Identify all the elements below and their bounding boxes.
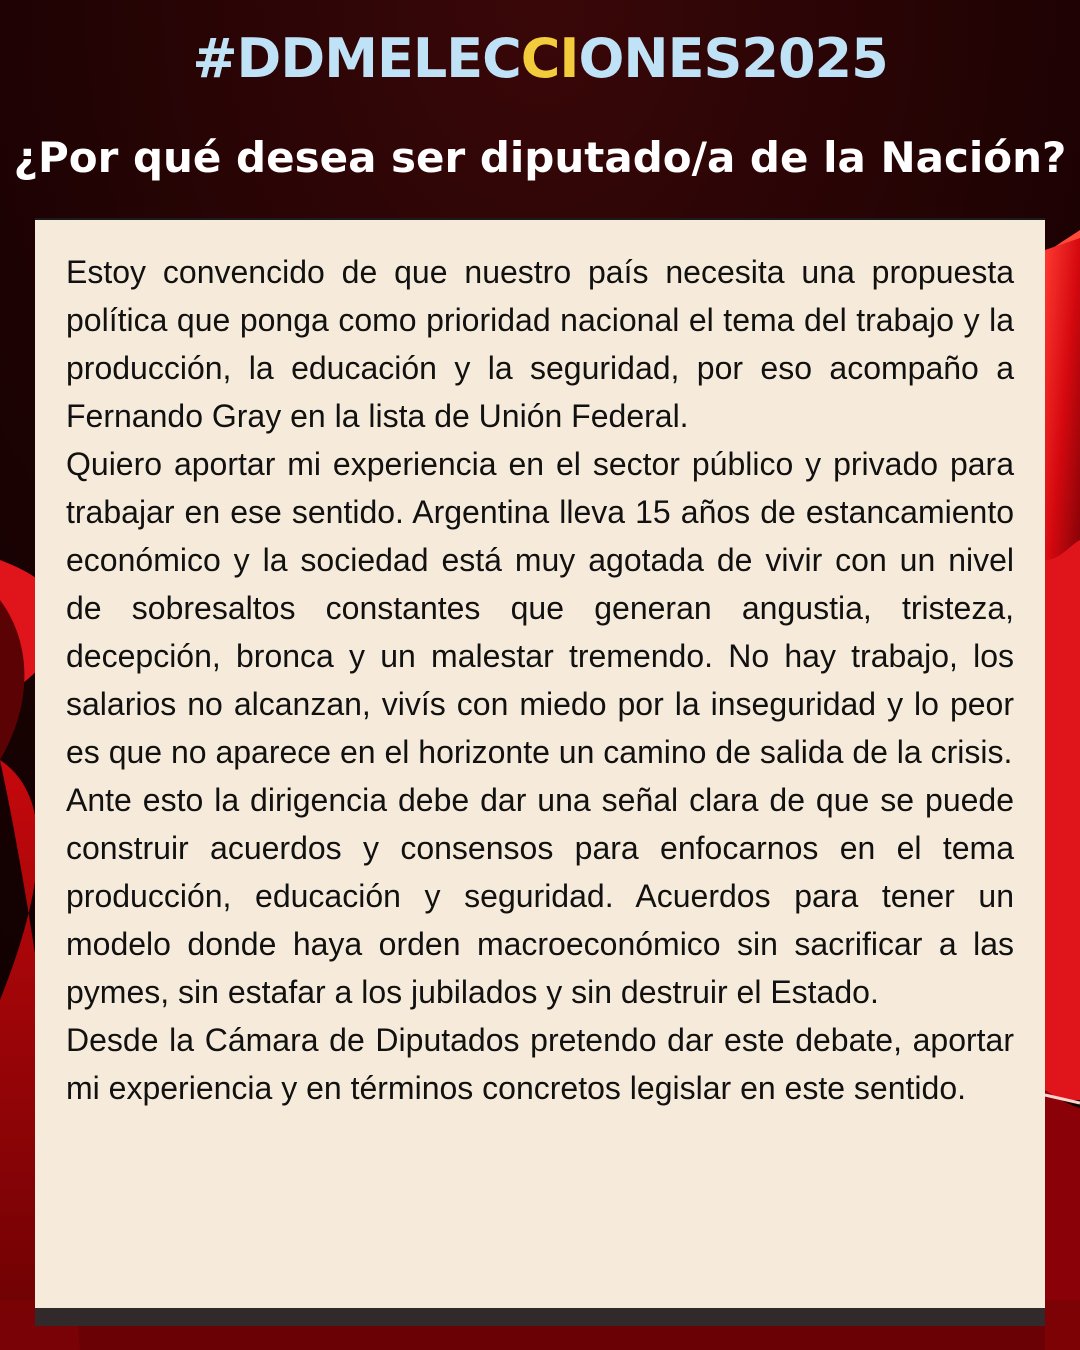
- answer-text: [66, 248, 1014, 1112]
- hashtag-prefix: #DDMELEC: [192, 27, 521, 90]
- answer-paragraph-4: Desde la Cámara de Diputados pretendo dar este debate, aportar mi experiencia y en términos concretos legislar en este sentido.: [66, 1022, 1014, 1106]
- hashtag-suffix: ONES2025: [578, 27, 888, 90]
- answer-paragraph-3: Ante esto la dirigencia debe dar una señal clara de que se puede construir acuerdos y consensos para enfocarnos en el tema producción, educación y seguridad. Acuerdos para tener un modelo donde haya orden macroeconómico sin sacrificar a las pymes, sin estafar a los jubilados y sin destruir el Estado.: [66, 782, 1014, 1010]
- question-title: ¿Por qué desea ser diputado/a de la Nación?: [13, 133, 1067, 182]
- hashtag-highlight: CI: [520, 27, 579, 90]
- answer-paragraph-1: Estoy convencido de que nuestro país necesita una propuesta política que ponga como prioridad nacional el tema del trabajo y la producción, la educación y la seguridad, por eso acompaño a Fernando Gray en la lista de Unión Federal.: [66, 254, 1014, 434]
- answer-paragraph-2: Quiero aportar mi experiencia en el sector público y privado para trabajar en ese sentido. Argentina lleva 15 años de estancamiento económico y la sociedad está muy agotada de vivir con un nivel de sobresaltos constantes que generan angustia, tristeza, decepción, bronca y un malestar tremendo. No hay trabajo, los salarios no alcanzan, vivís con miedo por la inseguridad y lo peor es que no aparece en el horizonte un camino de salida de la crisis.: [66, 446, 1014, 770]
- answer-card: [35, 218, 1045, 1308]
- campaign-hashtag: [0, 26, 1080, 92]
